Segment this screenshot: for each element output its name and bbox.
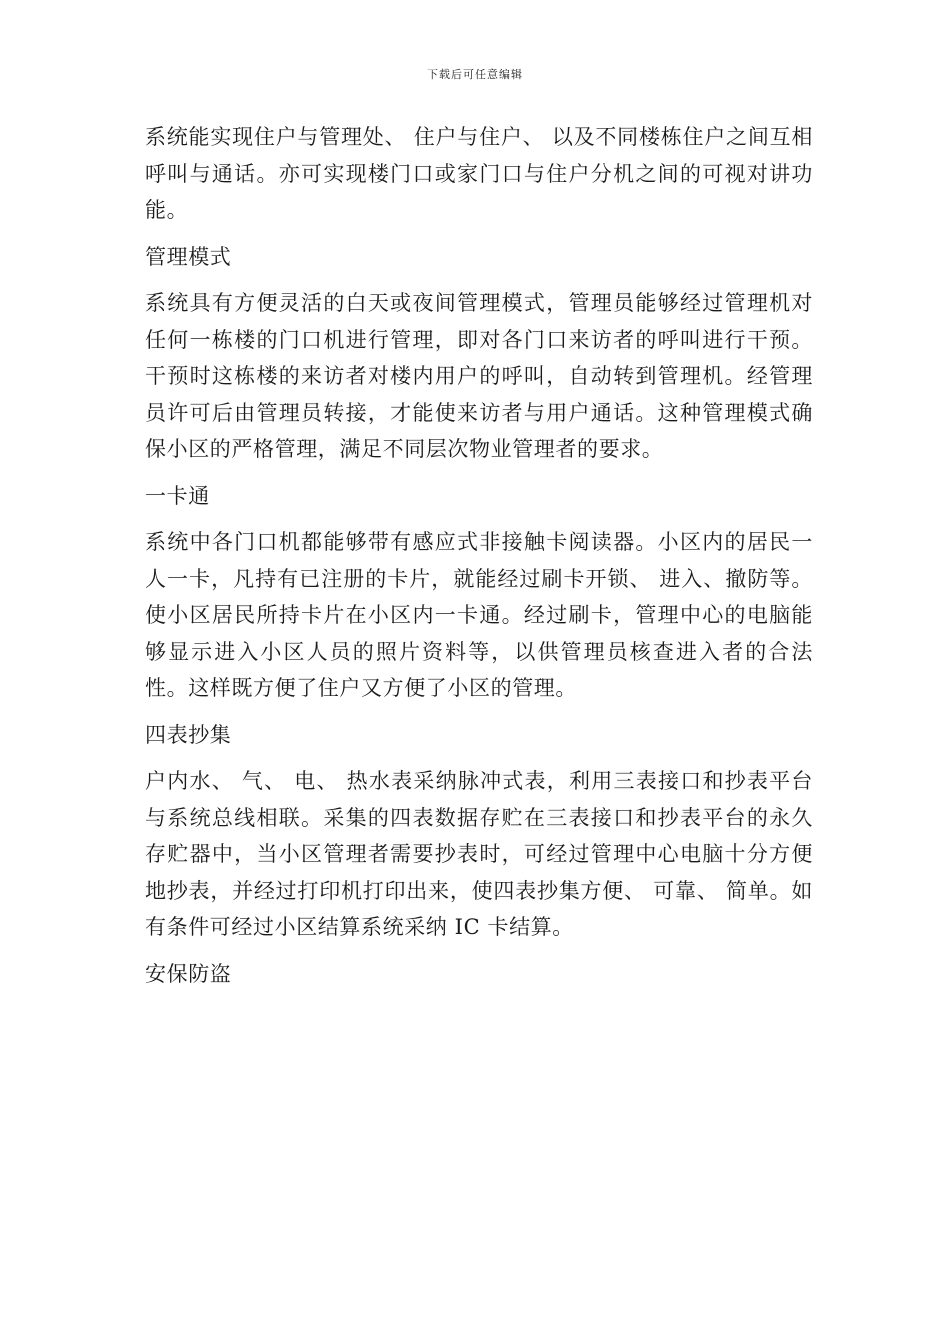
- document-body: [145, 119, 813, 992]
- heading-management-mode: 管理模式: [145, 244, 232, 269]
- heading-meter-reading: 四表抄集: [145, 722, 232, 747]
- paragraph-meter-reading: 户内水、 气、 电、 热水表采纳脉冲式表，利用三表接口和抄表平台与系统总线相联。采集的四表数据存贮在三表接口和抄表平台的永久存贮器中，当小区管理者需要抄表时，可经过管理中心电脑十分方便地抄表，并经过打印机打印出来，使四表抄集方便、 可靠、 简单。如有条件可经过小区结算系统采纳 IC 卡结算。: [145, 769, 813, 939]
- heading-security: 安保防盗: [145, 961, 232, 986]
- heading-one-card: 一卡通: [145, 483, 210, 508]
- paragraph-intercom: 系统能实现住户与管理处、 住户与住户、 以及不同楼栋住户之间互相呼叫与通话。亦可实现楼门口或家门口与住户分机之间的可视对讲功能。: [145, 125, 813, 222]
- page-header: 下载后可任意编辑: [427, 68, 523, 81]
- paragraph-one-card: 系统中各门口机都能够带有感应式非接触卡阅读器。小区内的居民一人一卡，凡持有已注册的卡片，就能经过刷卡开锁、 进入、撤防等。使小区居民所持卡片在小区内一卡通。经过刷卡，管理中心的电脑能够显示进入小区人员的照片资料等，以供管理员核查进入者的合法性。这样既方便了住户又方便了小区的管理。: [145, 530, 813, 700]
- paragraph-management-mode: 系统具有方便灵活的白天或夜间管理模式，管理员能够经过管理机对任何一栋楼的门口机进行管理，即对各门口来访者的呼叫进行干预。干预时这栋楼的来访者对楼内用户的呼叫，自动转到管理机。经管理员许可后由管理员转接，才能使来访者与用户通话。这种管理模式确保小区的严格管理，满足不同层次物业管理者的要求。: [145, 291, 813, 461]
